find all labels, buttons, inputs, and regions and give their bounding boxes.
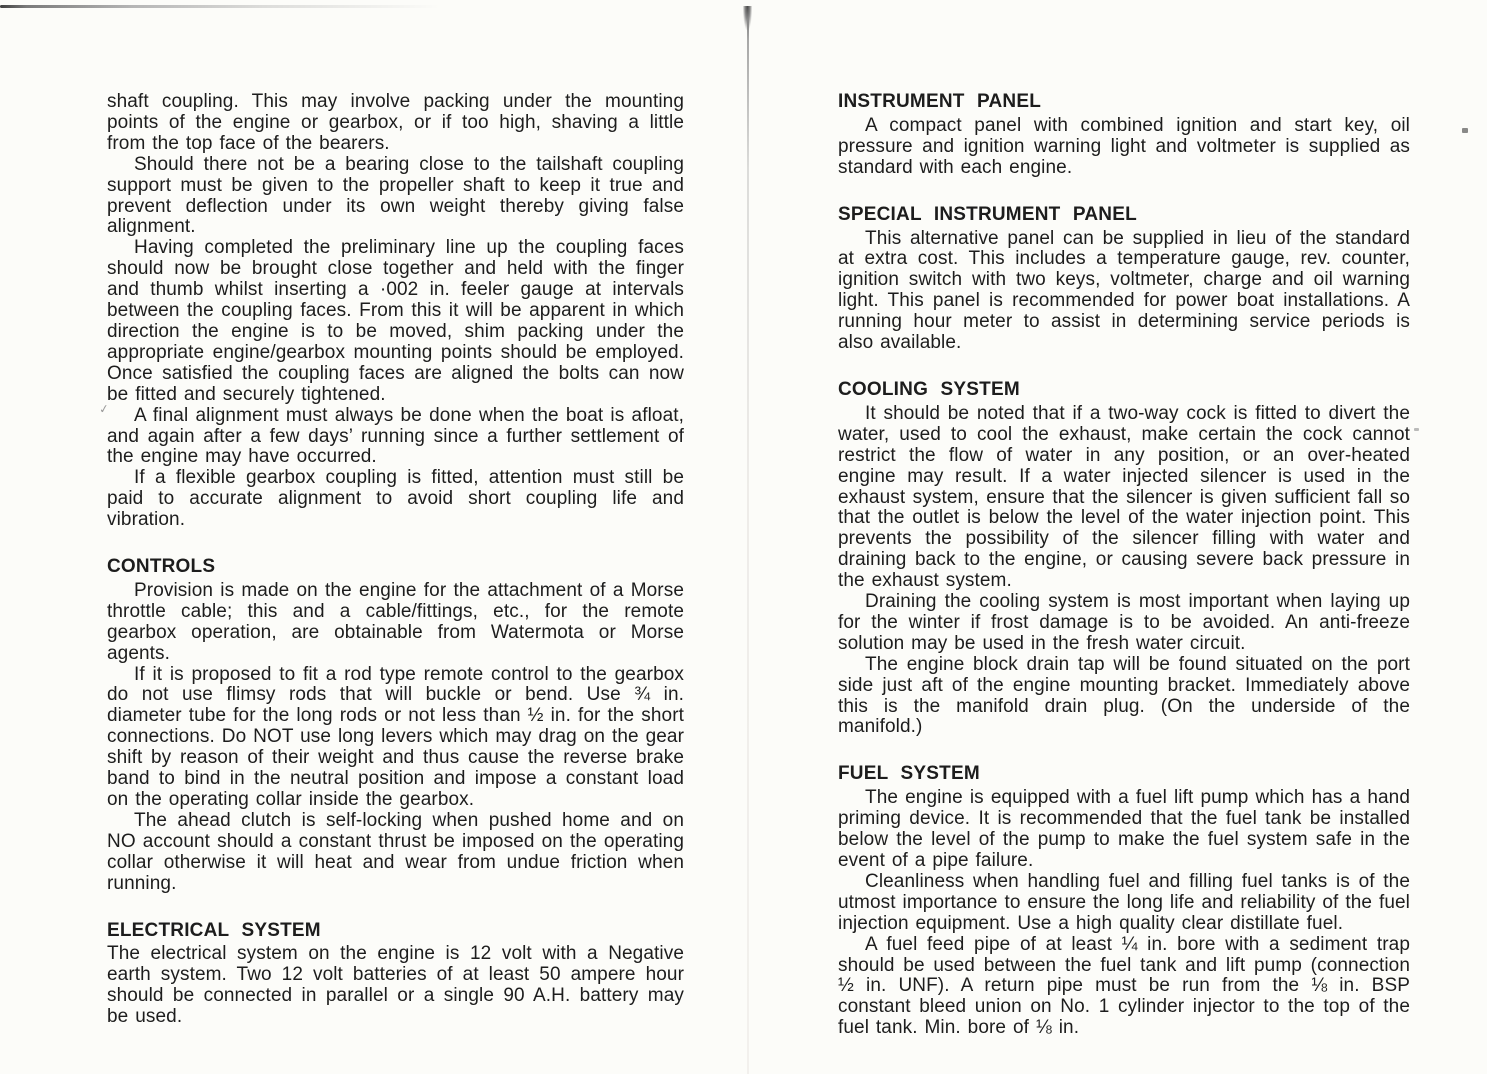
section-heading: CONTROLS bbox=[107, 556, 216, 578]
section-heading: FUEL SYSTEM bbox=[838, 763, 980, 785]
paragraph: The engine is equipped with a fuel lift pump which has a hand priming device. It is recommended that the fuel tank be installed below the level of the pump to make the fuel system safe in the event of a pipe failure. bbox=[838, 787, 1410, 871]
paragraph: Cleanliness when handling fuel and filling fuel tanks is of the utmost importance to ensure the long life and reliability of the fuel injection equipment. Use a high quality clear distillate fuel. bbox=[838, 870, 1410, 934]
paragraph: shaft coupling. This may involve packing under the mounting points of the engine or gearbox, or if too high, shaving a little from the top face of the bearers. bbox=[107, 91, 684, 154]
paragraph: If a flexible gearbox coupling is fitted, attention must still be paid to accurate alignment to avoid short coupling life and vibration. bbox=[107, 467, 684, 531]
paragraph: It should be noted that if a two-way cock is fitted to divert the water, used to cool the exhaust, make certain the cock cannot restrict the flow of water in any position, or an over-heated engine may result. If a water injected silencer is used in the exhaust system, ensure that the silencer is given sufficient fall so that the outlet is below the level of the water injection point. This prevents the possibility of the silencer filling with water and draining back to the engine, or causing severe back pressure in the exhaust system. bbox=[838, 402, 1410, 592]
paragraph: A fuel feed pipe of at least ¼ in. bore with a sediment trap should be used between the fuel tank and lift pump (connection ½ in. UNF). A return pipe must be run from the ⅛ in. BSP constant bleed union on No. 1 cylinder injector to the top of the fuel tank. Min. bore of ⅛ in. bbox=[838, 933, 1410, 1039]
paragraph: If it is proposed to fit a rod type remote control to the gearbox do not use flimsy rods that will buckle or bend. Use ¾ in. diameter tube for the long rods or not less than ½ in. for the short connections. Do NOT use long levers which may drag on the gear shift by reason of their weight and thus cause the reverse brake band to bind in the neutral position and impose a constant load on the operating collar inside the gearbox. bbox=[107, 663, 684, 810]
stray-tick-mark: ✓ bbox=[98, 401, 110, 417]
scan-artifact-top-line bbox=[0, 5, 440, 8]
scan-speck bbox=[1414, 428, 1419, 431]
paragraph: Draining the cooling system is most important when laying up for the winter if frost damage is to be avoided. An anti-freeze solution may be used in the fresh water circuit. bbox=[838, 591, 1410, 654]
paragraph: The ahead clutch is self-locking when pushed home and on NO account should a constant thrust be imposed on the operating collar otherwise it will heat and wear from undue friction when running. bbox=[107, 809, 684, 894]
paragraph: Should there not be a bearing close to the tailshaft coupling support must be given to the propeller shaft to keep it true and prevent deflection under its own weight thereby giving false alignment. bbox=[107, 153, 684, 238]
paragraph: Having completed the preliminary line up the coupling faces should now be brought close together and held with the finger and thumb whilst inserting a ·002 in. feeler gauge at intervals between the coupling faces. From this it will be apparent in which direction the engine is to be moved, shim packing under the appropriate engine/gearbox mounting points should be employed. Once satisfied the coupling faces are aligned the bolts can now be fitted and securely tightened. bbox=[107, 237, 684, 405]
page-crease bbox=[747, 8, 749, 1074]
page-crease-top-mark bbox=[743, 6, 752, 30]
paragraph: Provision is made on the engine for the attachment of a Morse throttle cable; this and a cable/fittings, etc., for the remote gearbox operation, are obtainable from Watermota or Morse agents. bbox=[107, 579, 684, 664]
scan-speck bbox=[1462, 128, 1468, 133]
right-page-column bbox=[838, 92, 1410, 1039]
paragraph: A final alignment must always be done when the boat is afloat, and again after a few days’ running since a further settlement of the engine may have occurred. bbox=[107, 404, 684, 468]
section-heading: INSTRUMENT PANEL bbox=[838, 91, 1042, 112]
section-heading: COOLING SYSTEM bbox=[838, 378, 1020, 400]
paragraph: The engine block drain tap will be found situated on the port side just aft of the engine mounting bracket. Immediately above this is the manifold drain plug. (On the underside of the manifold.) bbox=[838, 653, 1410, 738]
left-page-column bbox=[107, 92, 684, 1028]
paragraph: The electrical system on the engine is 12 volt with a Negative earth system. Two 12 volt batteries of at least 50 ampere hour should be connected in parallel or a single 90 A.H. battery may be used. bbox=[107, 943, 684, 1028]
section-heading: SPECIAL INSTRUMENT PANEL bbox=[838, 203, 1137, 225]
paragraph: A compact panel with combined ignition and start key, oil pressure and ignition warning light and voltmeter is supplied as standard with each engine. bbox=[838, 114, 1410, 178]
paragraph: This alternative panel can be supplied in lieu of the standard at extra cost. This includes a temperature gauge, rev. counter, ignition switch with two keys, voltmeter, charge and oil warning light. This panel is recommended for power boat installations. A running hour meter to assist in determining service periods is also available. bbox=[838, 227, 1410, 354]
section-heading: ELECTRICAL SYSTEM bbox=[107, 919, 321, 941]
